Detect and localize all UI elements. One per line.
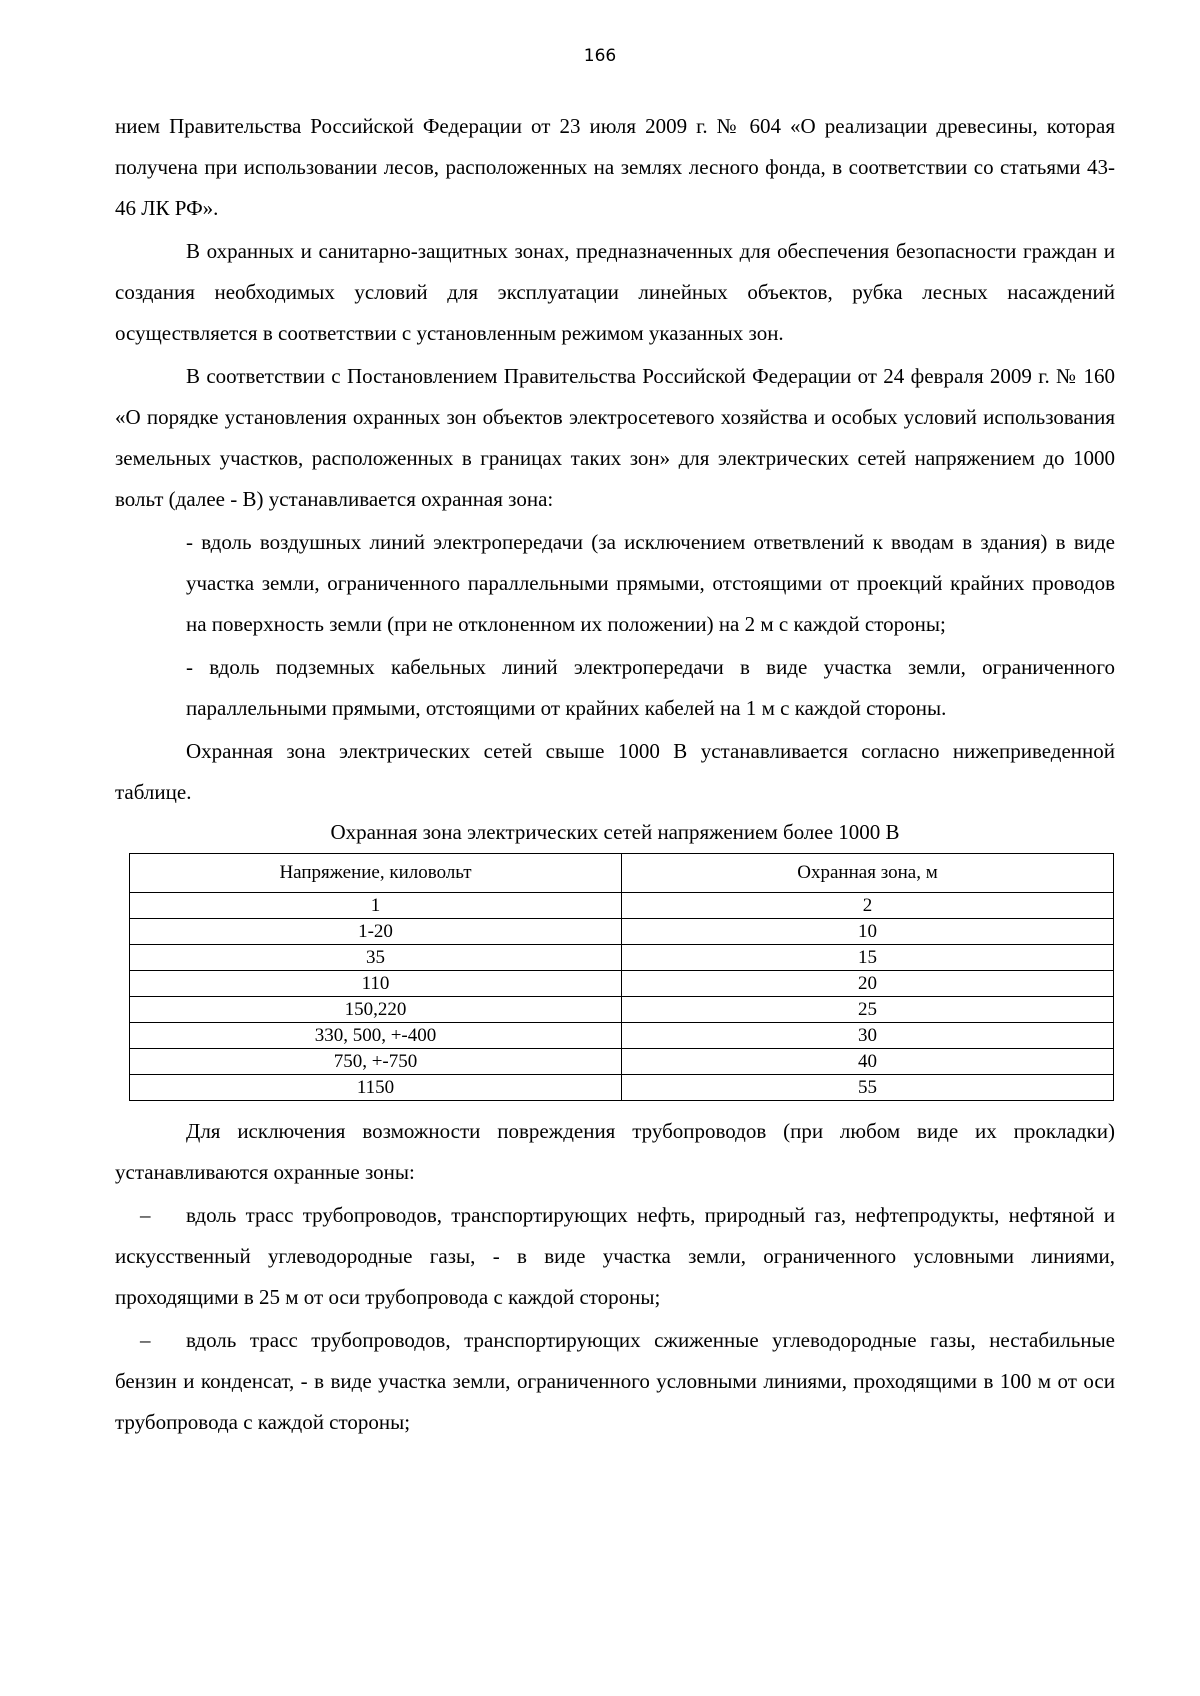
table-cell-zone: 20 xyxy=(622,971,1114,997)
table-cell-voltage: 1-20 xyxy=(130,919,622,945)
dash-marker: – xyxy=(140,1203,151,1227)
table-row xyxy=(130,945,1114,971)
table-cell-zone: 55 xyxy=(622,1075,1114,1101)
table-cell-voltage: 150,220 xyxy=(130,997,622,1023)
table-cell-zone: 40 xyxy=(622,1049,1114,1075)
table-cell-voltage: 35 xyxy=(130,945,622,971)
table-cell-zone: 15 xyxy=(622,945,1114,971)
table-header-zone: Охранная зона, м xyxy=(622,854,1114,893)
table-cell-zone: 30 xyxy=(622,1023,1114,1049)
table-row xyxy=(130,971,1114,997)
paragraph-continuation: нием Правительства Российской Федерации от 23 июля 2009 г. № 604 «О реализации древесины, которая получена при использовании лесов, расположенных на землях лесного фонда, в соответствии со статьями 43-46 ЛК РФ». xyxy=(115,114,1115,220)
dash-item-text: вдоль трасс трубопроводов, транспортирующих сжиженные углеводородные газы, нестабильные бензин и конденсат, - в виде участка земли, ограниченного условными линиями, проходящими в 100 м от оси трубопровода с каждой стороны; xyxy=(115,1328,1115,1434)
paragraph-pipelines: Для исключения возможности повреждения трубопроводов (при любом виде их прокладки) устанавливаются охранные зоны: xyxy=(115,1119,1115,1184)
table-cell-voltage: 110 xyxy=(130,971,622,997)
protection-zone-table xyxy=(129,853,1114,1101)
table-row xyxy=(130,1023,1114,1049)
table-row xyxy=(130,1075,1114,1101)
table-cell-voltage: 330, 500, +-400 xyxy=(130,1023,622,1049)
dash-item-liquefied-gas-pipelines xyxy=(115,1320,1115,1443)
table-caption: Охранная зона электрических сетей напряжением более 1000 В xyxy=(330,820,900,844)
list-item-underground-lines: - вдоль подземных кабельных линий электропередачи в виде участка земли, ограниченного параллельными прямыми, отстоящими от крайних кабелей на 1 м с каждой стороны. xyxy=(186,655,1115,720)
dash-item-text: вдоль трасс трубопроводов, транспортирующих нефть, природный газ, нефтепродукты, нефтяной и искусственный углеводородные газы, - в виде участка земли, ограниченного условными линиями, проходящими в 25 м от оси трубопровода с каждой стороны; xyxy=(115,1203,1115,1309)
table-cell-voltage: 1150 xyxy=(130,1075,622,1101)
table-row xyxy=(130,919,1114,945)
list-item-overhead-lines: - вдоль воздушных линий электропередачи (за исключением ответвлений к вводам в здания) в виде участка земли, ограниченного параллельными прямыми, отстоящими от проекций крайних проводов на поверхность земли (при не отклоненном их положении) на 2 м с каждой стороны; xyxy=(186,530,1115,636)
table-row xyxy=(130,893,1114,919)
table-cell-voltage: 750, +-750 xyxy=(130,1049,622,1075)
table-row xyxy=(130,997,1114,1023)
paragraph-protected-zones: В охранных и санитарно-защитных зонах, предназначенных для обеспечения безопасности граждан и создания необходимых условий для эксплуатации линейных объектов, рубка лесных насаждений осуществляется в соответствии с установленным режимом указанных зон. xyxy=(115,239,1115,345)
document-body xyxy=(115,106,1115,1445)
table-cell-zone: 25 xyxy=(622,997,1114,1023)
table-row xyxy=(130,1049,1114,1075)
table-header-voltage: Напряжение, киловольт xyxy=(130,854,622,893)
table-header-row xyxy=(130,854,1114,893)
dash-marker: – xyxy=(140,1328,151,1352)
table-cell-voltage: 1 xyxy=(130,893,622,919)
paragraph-resolution-160: В соответствии с Постановлением Правительства Российской Федерации от 24 февраля 2009 г. № 160 «О порядке установления охранных зон объектов электросетевого хозяйства и особых условий использования земельных участков, расположенных в границах таких зон» для электрических сетей напряжением до 1000 вольт (далее - В) устанавливается охранная зона: xyxy=(115,364,1115,511)
dash-item-oil-gas-pipelines xyxy=(115,1195,1115,1318)
table-cell-zone: 2 xyxy=(622,893,1114,919)
table-cell-zone: 10 xyxy=(622,919,1114,945)
paragraph-above-1000v: Охранная зона электрических сетей свыше 1000 В устанавливается согласно нижеприведенной таблице. xyxy=(115,739,1115,804)
page-number: 166 xyxy=(583,46,617,66)
